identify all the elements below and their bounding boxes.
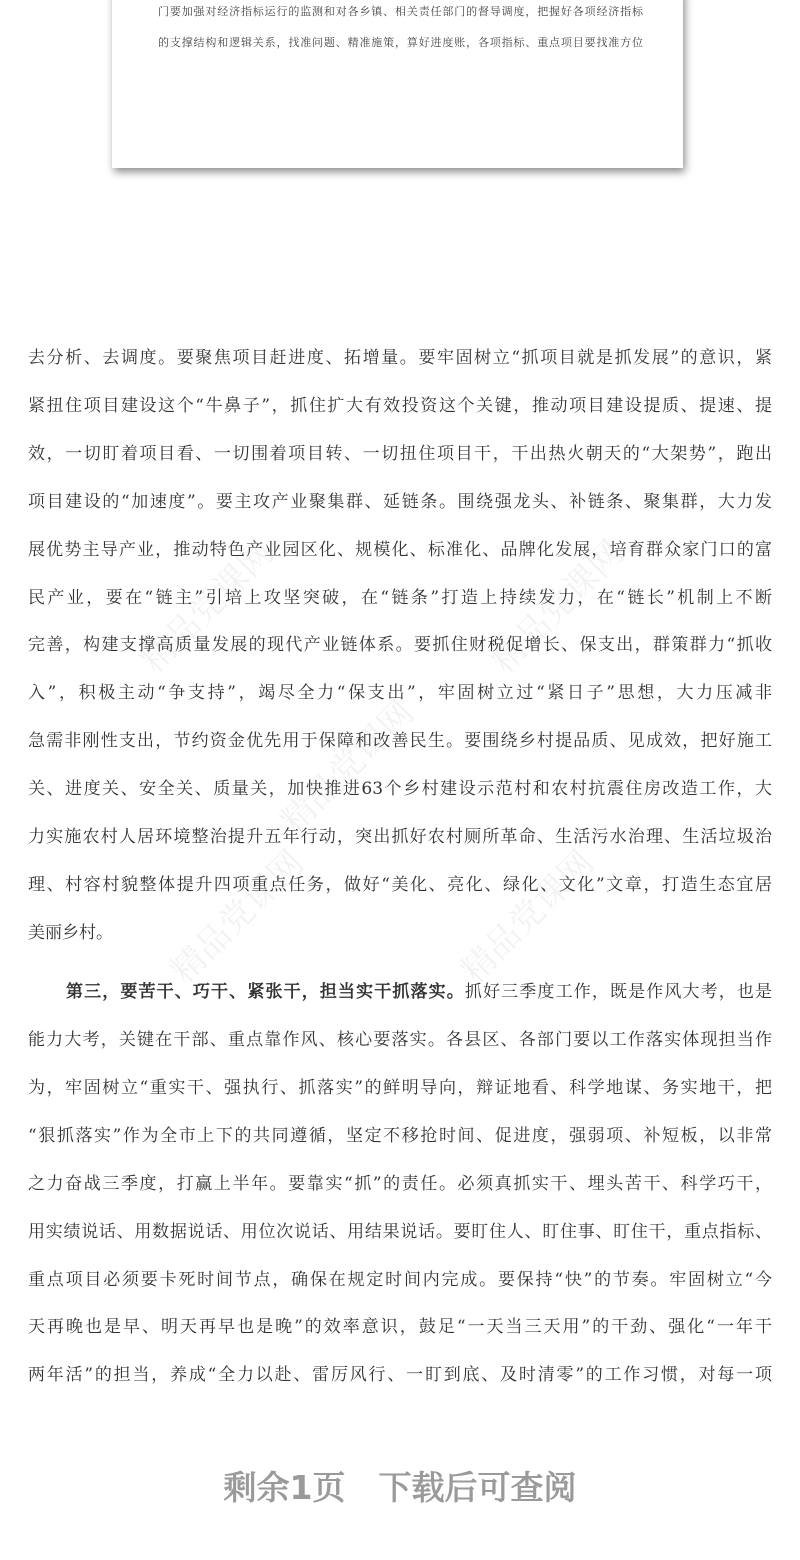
watermark: 精品党课网 <box>483 532 632 682</box>
text-line: 能力大考，关键在干部、重点靠作风、核心要落实。各县区、各部门要以工作落实体现担当作 <box>28 1030 772 1050</box>
text-line: 关、进度关、安全关、质量关，加快推进63个乡村建设示范村和农村抗震住房改造工作，大 <box>28 779 772 800</box>
text-line: 理、村容村貌整体提升四项重点任务，做好“美化、亮化、绿化、文化”文章，打造生态宜居 <box>28 874 772 895</box>
previous-page-preview <box>112 0 683 168</box>
text-line: 力实施农村人居环境整治提升五年行动，突出抓好农村厕所革命、生活污水治理、生活垃圾治 <box>28 827 772 847</box>
watermark: 精品党课网 <box>133 532 282 682</box>
text-line: 效，一切盯着项目看、一切围着项目转、一切扭住项目干，干出热火朝天的“大架势”，跑出 <box>28 443 772 464</box>
text-line: 紧扭住项目建设这个“牛鼻子”，抓住扩大有效投资这个关键，推动项目建设提质、提速、提 <box>28 395 772 416</box>
text-line: 急需非刚性支出，节约资金优先用于保障和改善民生。要围绕乡村提品质、见成效，把好施工 <box>28 731 772 752</box>
remaining-pages-notice[interactable]: 剩余1页 下载后可查阅 <box>223 1468 577 1507</box>
text-line: 美丽乡村。 <box>28 922 113 943</box>
previous-page-line: 的支撑结构和逻辑关系，找准问题、精准施策，算好进度账，各项指标、重点项目要找准方位 <box>158 36 643 49</box>
paragraph-2-first-line <box>66 981 772 1003</box>
text-line: 之力奋战三季度，打赢上半年。要靠实“抓”的责任。必须真抓实干、埋头苦干、科学巧干， <box>28 1173 772 1194</box>
paragraph-2-first-line-rest: 抓好三季度工作，既是作风大考，也是 <box>464 982 773 1002</box>
text-line: 入”，积极主动“争支持”，竭尽全力“保支出”，牢固树立过“紧日子”思想，大力压减非 <box>28 683 772 704</box>
text-line: 天再晚也是早、明天再早也是晚”的效率意识，鼓足“一天当三天用”的干劲、强化“一年干 <box>28 1317 772 1338</box>
text-line: 项目建设的“加速度”。要主攻产业聚集群、延链条。围绕强龙头、补链条、聚集群，大力发 <box>28 491 772 512</box>
watermark: 精品党课网 <box>163 842 312 992</box>
section-heading: 第三，要苦干、巧干、紧张干，担当实干抓落实。 <box>66 982 465 1002</box>
text-line: 两年活”的担当，养成“全力以赴、雷厉风行、一盯到底、及时清零”的工作习惯，对每一项 <box>28 1365 772 1386</box>
text-line: 去分析、去调度。要聚焦项目赶进度、拓增量。要牢固树立“抓项目就是抓发展”的意识，紧 <box>28 348 772 368</box>
text-line: 完善，构建支撑高质量发展的现代产业链体系。要抓住财税促增长、保支出，群策群力“抓收 <box>28 635 772 656</box>
text-line: 用实绩说话、用数据说话、用位次说话、用结果说话。要盯住人、盯住事、盯住干，重点指标、 <box>28 1221 772 1242</box>
text-line: “狠抓落实”作为全市上下的共同遵循，坚定不移抢时间、促进度，强弱项、补短板，以非常 <box>28 1125 772 1146</box>
text-line: 民产业，要在“链主”引培上攻坚突破，在“链条”打造上持续发力，在“链长”机制上不断 <box>28 587 772 608</box>
previous-page-line: 门要加强对经济指标运行的监测和对各乡镇、相关责任部门的督导调度，把握好各项经济指标 <box>158 5 643 18</box>
text-line: 重点项目必须要卡死时间节点，确保在规定时间内完成。要保持“快”的节奏。牢固树立“今 <box>28 1269 772 1290</box>
watermark: 精品党课网 <box>453 842 602 992</box>
text-line: 展优势主导产业，推动特色产业园区化、规模化、标准化、品牌化发展，培育群众家门口的富 <box>28 539 772 560</box>
text-line: 为，牢固树立“重实干、强执行、抓落实”的鲜明导向，辩证地看、科学地谋、务实地干，把 <box>28 1077 772 1098</box>
watermark: 精品党课网 <box>273 692 422 842</box>
